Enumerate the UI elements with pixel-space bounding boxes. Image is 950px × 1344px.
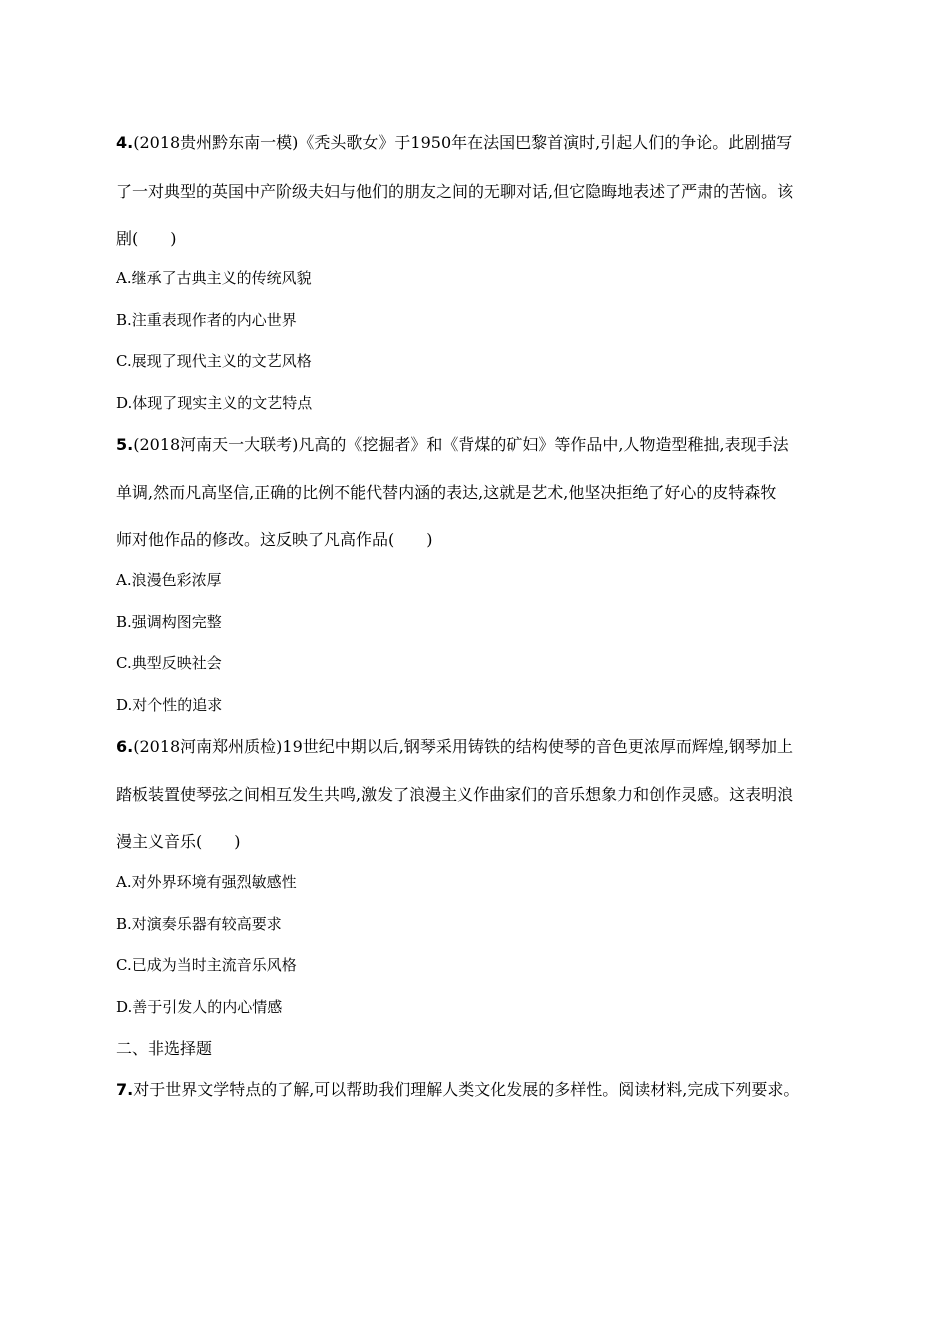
question-5-line-2: 单调,然而凡高坚信,正确的比例不能代替内涵的表达,这就是艺术,他坚决拒绝了好心的皮特森牧 (116, 483, 777, 502)
question-number: 4. (116, 133, 134, 152)
question-4-line-2: 了一对典型的英国中产阶级夫妇与他们的朋友之间的无聊对话,但它隐晦地表述了严肃的苦恼。该 (116, 182, 794, 201)
question-5-line-1: 5.(2018河南天一大联考)凡高的《挖掘者》和《背煤的矿妇》等作品中,人物造型稚拙,表现手法 (116, 435, 789, 454)
question-5-option-c: C.典型反映社会 (116, 654, 222, 672)
question-4-option-b: B.注重表现作者的内心世界 (116, 311, 297, 329)
question-6-line-3: 漫主义音乐( ) (116, 832, 241, 851)
question-6-option-a: A.对外界环境有强烈敏感性 (116, 873, 297, 891)
question-6-option-d: D.善于引发人的内心情感 (116, 998, 283, 1016)
question-5-option-d: D.对个性的追求 (116, 696, 223, 714)
question-7-line-1: 7.对于世界文学特点的了解,可以帮助我们理解人类文化发展的多样性。阅读材料,完成下列要求。 (116, 1080, 800, 1099)
question-4-line-1: 4.(2018贵州黔东南一模)《秃头歌女》于1950年在法国巴黎首演时,引起人们的争论。此剧描写 (116, 133, 793, 152)
question-number: 5. (116, 435, 134, 454)
question-5-line-3: 师对他作品的修改。这反映了凡高作品( ) (116, 530, 433, 549)
question-number: 6. (116, 737, 134, 756)
question-number: 7. (116, 1080, 134, 1099)
question-4-line-3: 剧( ) (116, 229, 177, 248)
question-4-option-a: A.继承了古典主义的传统风貌 (116, 269, 312, 287)
question-4-option-d: D.体现了现实主义的文艺特点 (116, 394, 313, 412)
question-4-option-c: C.展现了现代主义的文艺风格 (116, 352, 312, 370)
question-5-option-b: B.强调构图完整 (116, 613, 222, 631)
question-6-line-2: 踏板装置使琴弦之间相互发生共鸣,激发了浪漫主义作曲家们的音乐想象力和创作灵感。这表明浪 (116, 785, 794, 804)
question-6-option-c: C.已成为当时主流音乐风格 (116, 956, 297, 974)
question-6-line-1: 6.(2018河南郑州质检)19世纪中期以后,钢琴采用铸铁的结构使琴的音色更浓厚而辉煌,钢琴加上 (116, 737, 793, 756)
question-6-option-b: B.对演奏乐器有较高要求 (116, 915, 282, 933)
section-heading: 二、非选择题 (116, 1039, 213, 1058)
question-5-option-a: A.浪漫色彩浓厚 (116, 571, 222, 589)
